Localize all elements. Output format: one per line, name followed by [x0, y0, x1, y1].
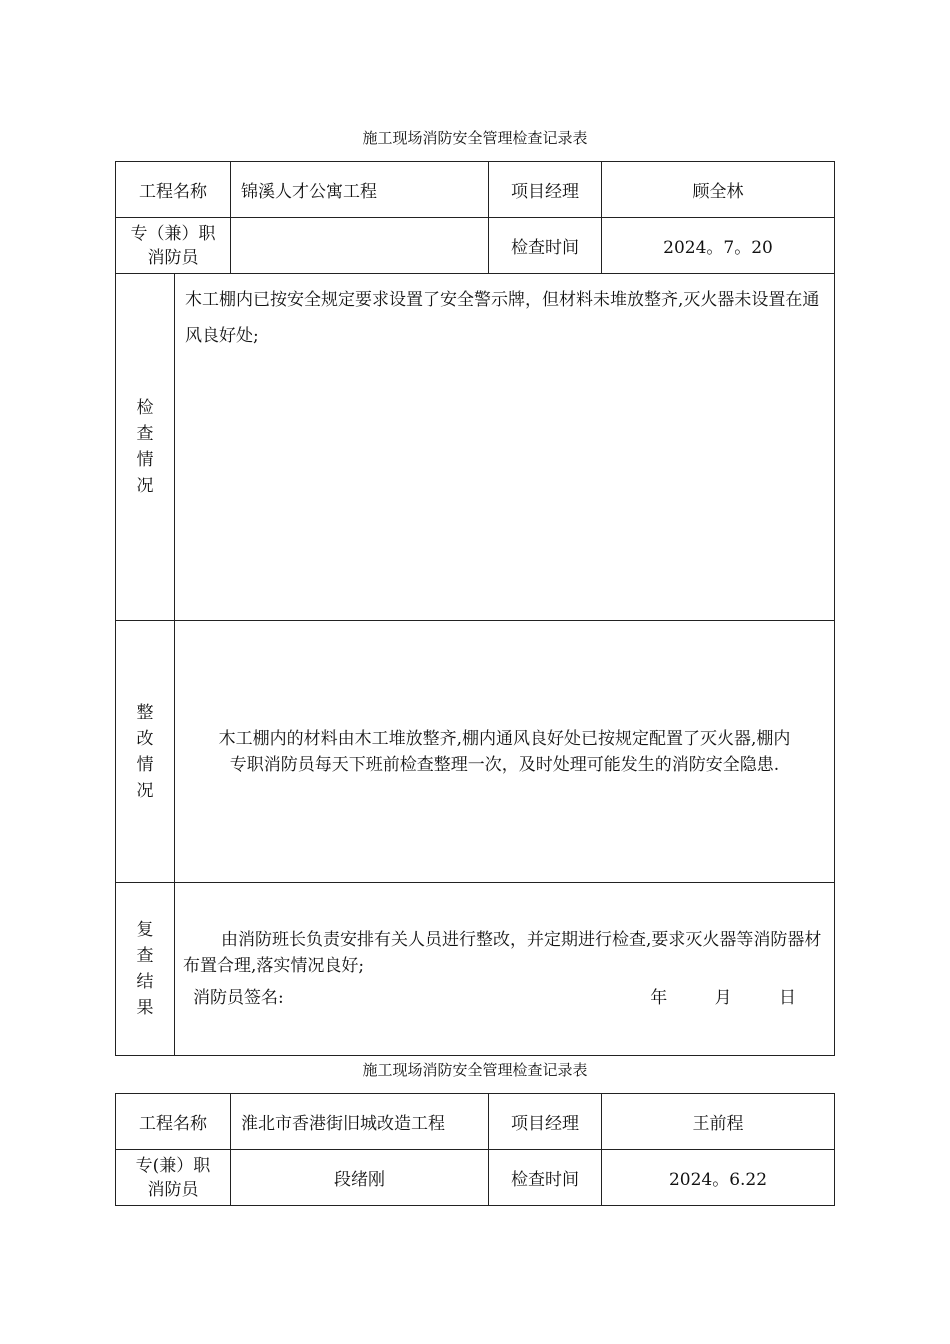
date-day: 日	[779, 988, 796, 1008]
signature-label: 消防员签名:	[193, 988, 284, 1008]
inspect-time-label: 检查时间	[489, 1150, 602, 1206]
rectification-label-char: 情	[136, 754, 154, 775]
fire-officer-label-line1: 专(兼）职	[135, 1155, 211, 1176]
inspection-label-char: 查	[136, 424, 154, 444]
fire-officer-label-line2: 消防员	[147, 247, 199, 268]
fire-officer-value: 段绪刚	[231, 1150, 489, 1206]
manager-label: 项目经理	[489, 1094, 602, 1150]
project-name-value: 淮北市香港街旧城改造工程	[231, 1094, 489, 1150]
rectification-line-1: 木工棚内的材料由木工堆放整齐,棚内通风良好处已按规定配置了灭火器,棚内	[218, 728, 791, 749]
rectification-text	[175, 621, 835, 883]
manager-value: 王前程	[602, 1094, 835, 1150]
inspect-time-value: 2024。6.22	[602, 1150, 835, 1206]
inspection-label-char: 况	[136, 476, 154, 496]
review-label-char: 果	[136, 998, 154, 1018]
review-text: 由消防班长负责安排有关人员进行整改，并定期进行检查,要求灭火器等消防器材布置合理,落实情况良好;	[183, 930, 822, 976]
inspection-label-char: 检	[136, 398, 154, 418]
manager-value: 顾全林	[602, 162, 835, 218]
review-label	[116, 883, 175, 1056]
manager-label: 项目经理	[489, 162, 602, 218]
project-name-value: 锦溪人才公寓工程	[231, 162, 489, 218]
inspect-time-label: 检查时间	[489, 218, 602, 274]
review-label-char: 查	[136, 946, 154, 966]
form1-table	[115, 161, 835, 1056]
date-month: 月	[714, 988, 732, 1008]
project-name-label: 工程名称	[116, 1094, 231, 1150]
review-result	[175, 883, 835, 1056]
inspection-label-char: 情	[136, 450, 154, 470]
inspection-text: 木工棚内已按安全规定要求设置了安全警示牌，但材料未堆放整齐,灭火器未设置在通风良好处;	[175, 274, 835, 621]
review-label-char: 结	[136, 972, 154, 992]
form2-title: 施工现场消防安全管理检查记录表	[362, 1061, 588, 1079]
fire-officer-label-line1: 专（兼）职	[130, 223, 216, 244]
review-label-char: 复	[136, 920, 154, 940]
fire-officer-value	[231, 218, 489, 274]
rectification-label-char: 改	[136, 728, 154, 749]
form1-title: 施工现场消防安全管理检查记录表	[362, 129, 588, 147]
fire-officer-label	[116, 1150, 231, 1206]
form2-table	[115, 1093, 835, 1206]
fire-officer-label	[116, 218, 231, 274]
project-name-label: 工程名称	[116, 162, 231, 218]
rectification-label-char: 况	[136, 780, 154, 801]
rectification-label	[116, 621, 175, 883]
rectification-line-2: 专职消防员每天下班前检查整理一次，及时处理可能发生的消防安全隐患.	[229, 754, 780, 775]
inspection-label	[116, 274, 175, 621]
rectification-label-char: 整	[136, 702, 154, 723]
inspect-time-value: 2024。7。20	[602, 218, 835, 274]
date-year: 年	[650, 988, 668, 1008]
fire-officer-label-line2: 消防员	[147, 1179, 199, 1200]
signature-row	[183, 985, 826, 1011]
signature-date	[608, 985, 796, 1011]
